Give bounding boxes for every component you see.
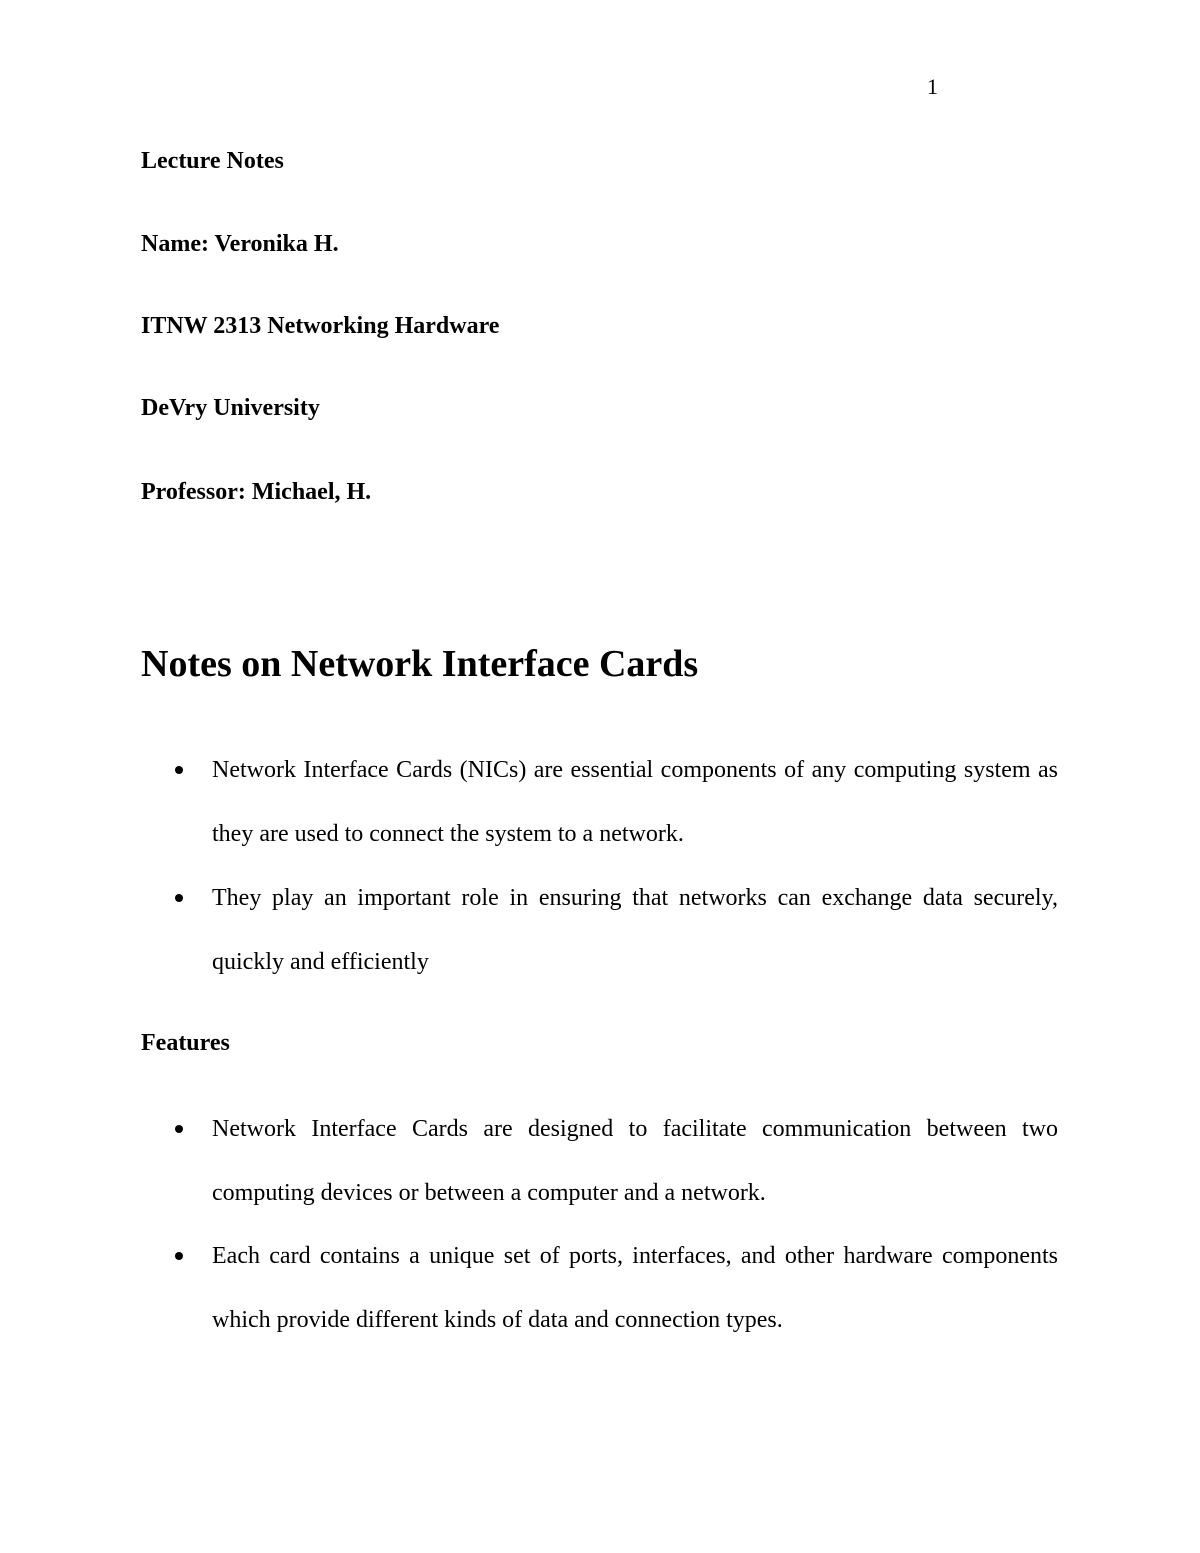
document-title: Lecture Notes bbox=[141, 148, 284, 174]
university-name: DeVry University bbox=[141, 395, 320, 421]
professor-name: Professor: Michael, H. bbox=[141, 479, 372, 505]
list-item-text: They play an important role in ensuring that networks can exchange data securely, quickly and efficiently bbox=[212, 885, 1058, 975]
bullet-icon bbox=[175, 766, 183, 774]
list-item-text: Network Interface Cards (NICs) are essential components of any computing system as they are used to connect the system to a network. bbox=[212, 757, 1058, 847]
bullet-icon bbox=[175, 894, 183, 902]
section-heading-features: Features bbox=[141, 1030, 230, 1056]
bullet-icon bbox=[175, 1125, 183, 1133]
course-name: ITNW 2313 Networking Hardware bbox=[141, 313, 500, 339]
bullet-icon bbox=[175, 1252, 183, 1260]
main-heading: Notes on Network Interface Cards bbox=[141, 643, 699, 685]
student-name: Name: Veronika H. bbox=[141, 231, 339, 257]
list-item-text: Each card contains a unique set of ports, interfaces, and other hardware components which provide different kinds of data and connection types. bbox=[212, 1243, 1058, 1333]
page-number: 1 bbox=[927, 74, 938, 99]
list-item-text: Network Interface Cards are designed to facilitate communication between two computing devices or between a computer and a network. bbox=[212, 1116, 1058, 1206]
